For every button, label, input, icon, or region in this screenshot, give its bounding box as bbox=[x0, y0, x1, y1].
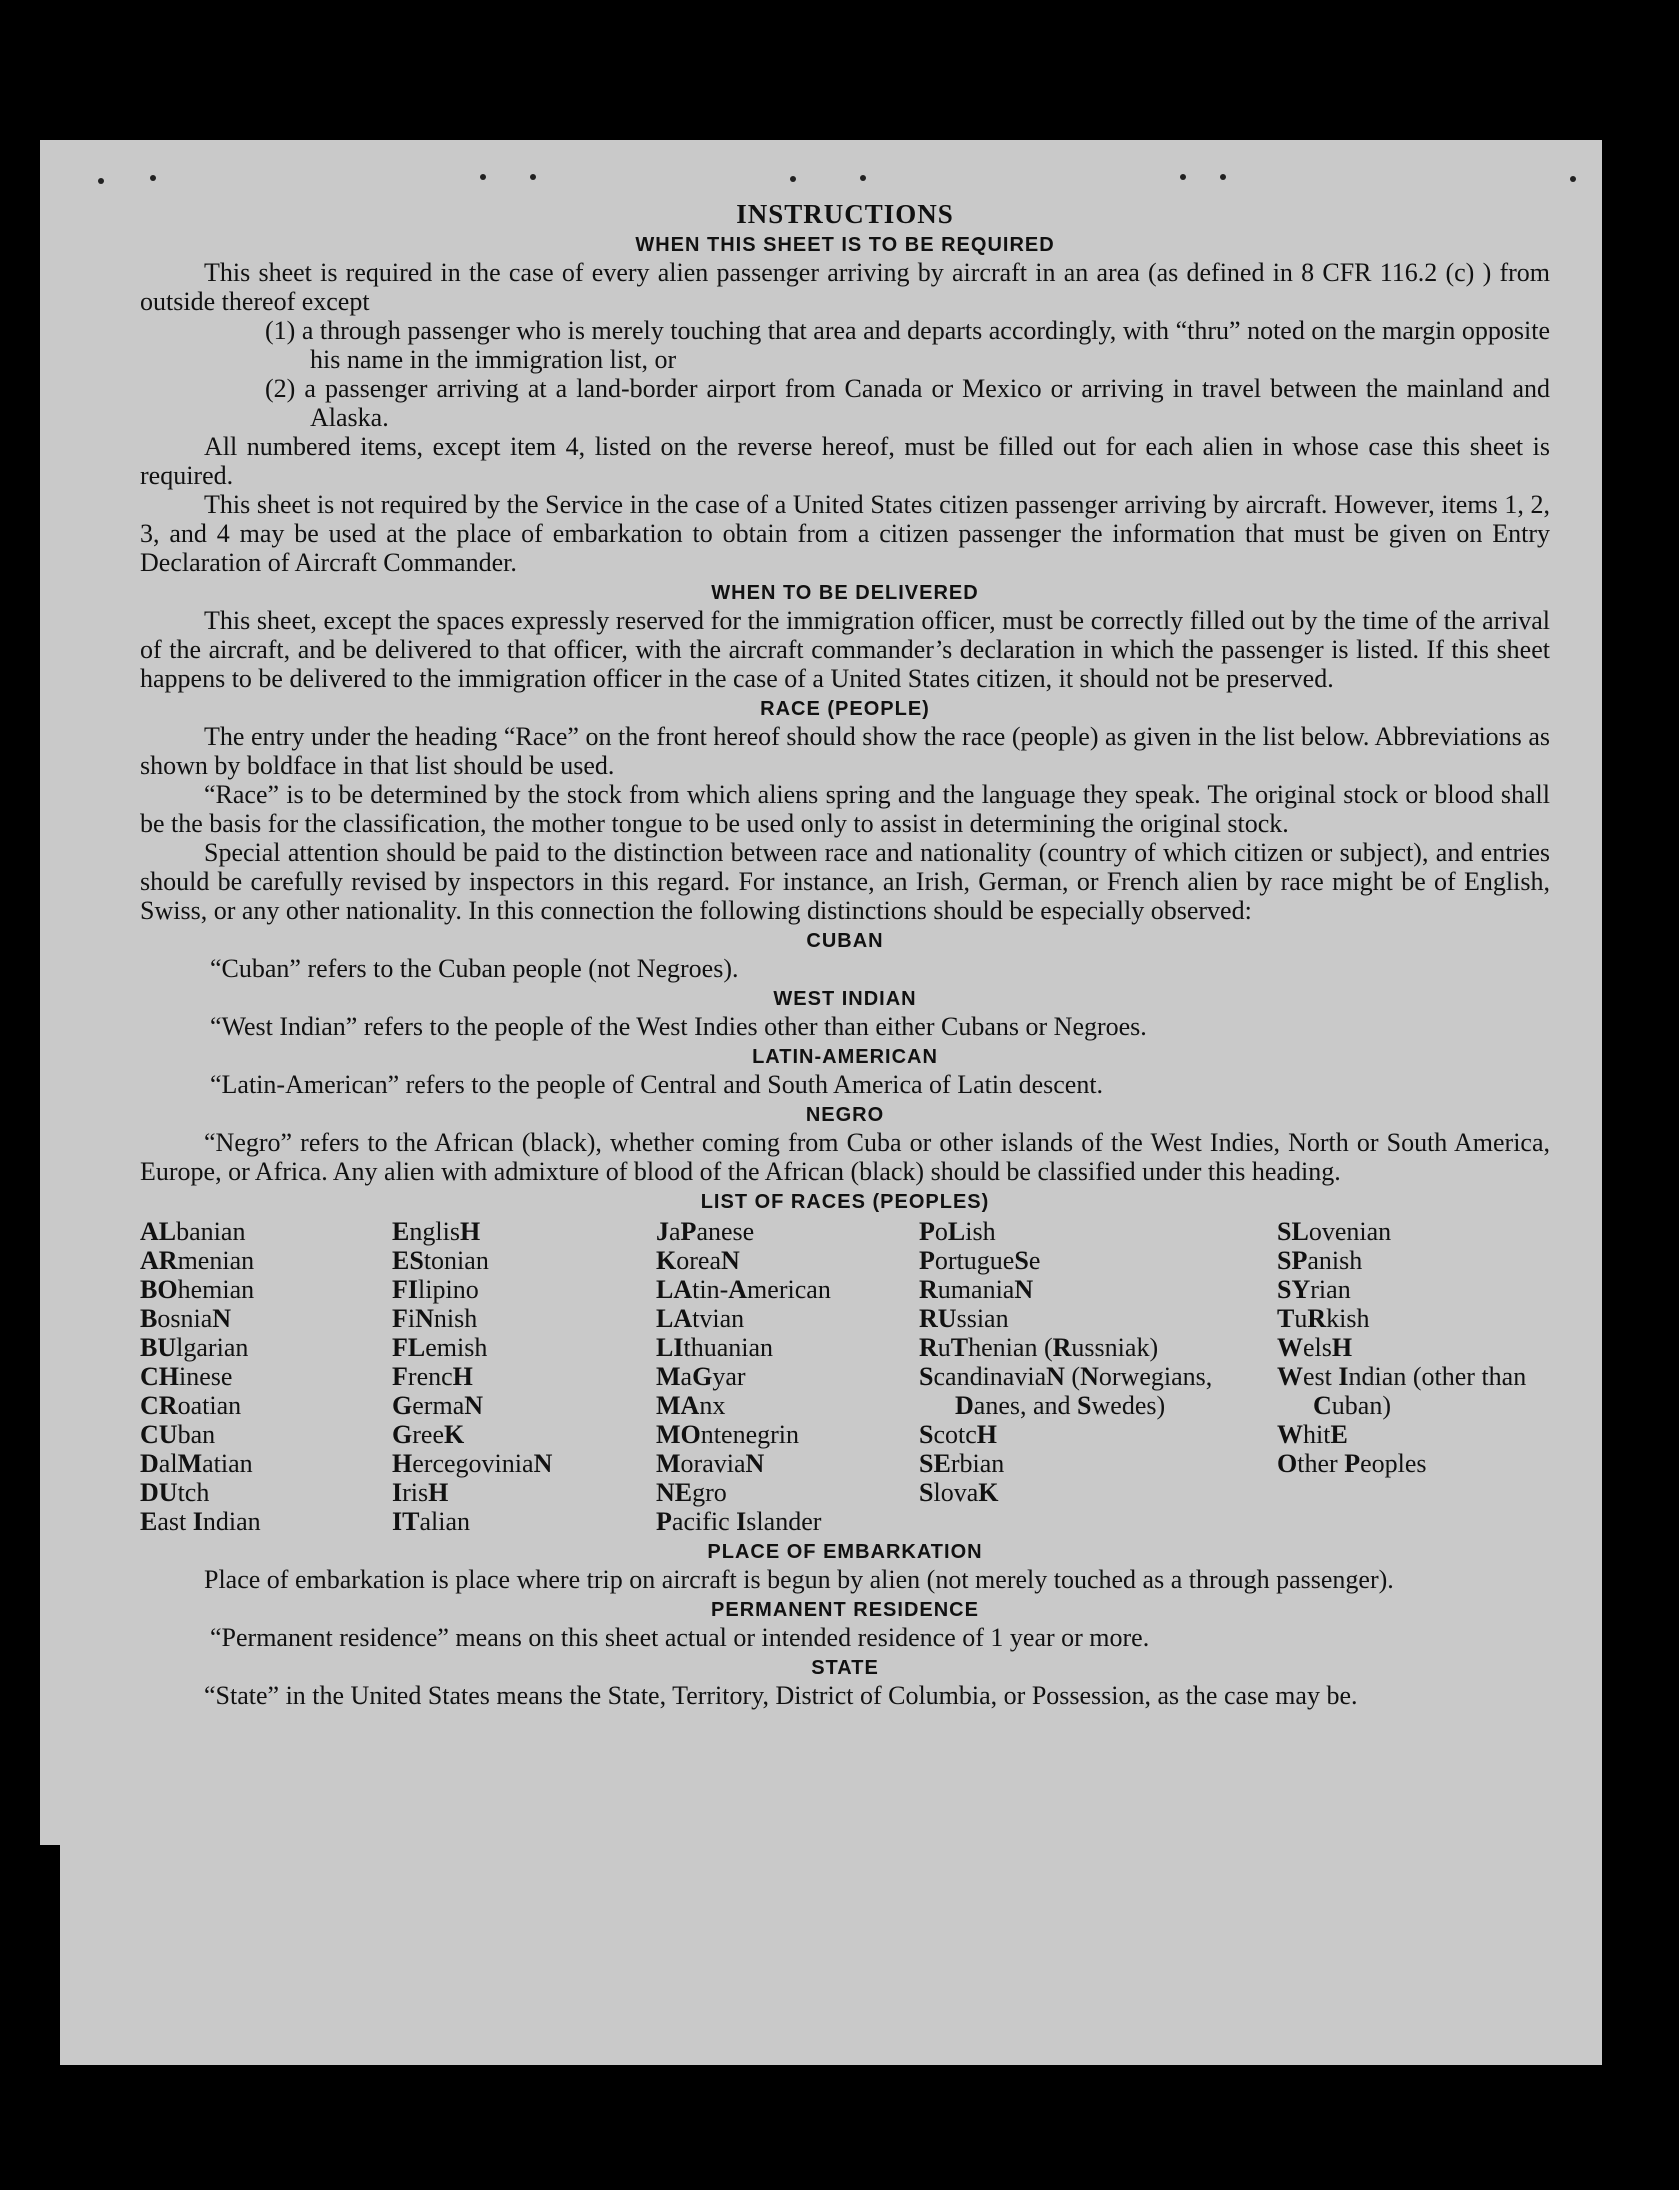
race-item: East Indian bbox=[140, 1507, 261, 1536]
definition-state: “State” in the United States means the State, Territory, District of Columbia, or Possession, as the case may be. bbox=[204, 1681, 1358, 1710]
race-item: MOntenegrin bbox=[656, 1420, 800, 1449]
races-column-3 bbox=[656, 1217, 919, 1536]
paragraph-when-required-3: This sheet is not required by the Service in the case of a United States citizen passenger arriving by aircraft. However, items 1, 2, 3, and 4 may be used at the place of embarkation to obtain from a citizen passenger the information that must be given on Entry Declaration of Aircraft Commander. bbox=[140, 490, 1550, 577]
race-item: CUban bbox=[140, 1420, 216, 1449]
race-item: KoreaN bbox=[656, 1246, 740, 1275]
definition-place-of-embarkation: Place of embarkation is place where trip on aircraft is begun by alien (not merely touched as a through passenger). bbox=[204, 1565, 1394, 1594]
definition-cuban: “Cuban” refers to the Cuban people (not Negroes). bbox=[210, 954, 739, 983]
definition-latin-american: “Latin-American” refers to the people of Central and South America of Latin descent. bbox=[210, 1070, 1104, 1099]
race-item: LAtin-American bbox=[656, 1275, 831, 1304]
race-item: SYrian bbox=[1277, 1275, 1351, 1304]
paragraph-race-3: Special attention should be paid to the distinction between race and nationality (country of which citizen or subject), and entries should be carefully revised by inspectors in this regard. For instance, an Irish, German, or French alien by race might be of English, Swiss, or any other nationality. In this connection the following distinctions should be especially observed: bbox=[140, 838, 1550, 925]
race-item: FLemish bbox=[392, 1333, 488, 1362]
race-item: West Indian (other than Cuban) bbox=[1277, 1362, 1527, 1420]
race-item: Other Peoples bbox=[1277, 1449, 1427, 1478]
race-item: BosniaN bbox=[140, 1304, 232, 1333]
race-item: HercegoviniaN bbox=[392, 1449, 553, 1478]
race-item: RUssian bbox=[919, 1304, 1009, 1333]
race-item: RumaniaN bbox=[919, 1275, 1034, 1304]
races-column-2 bbox=[392, 1217, 656, 1536]
race-item: NEgro bbox=[656, 1478, 727, 1507]
heading-race: RACE (PEOPLE) bbox=[760, 698, 930, 720]
definition-permanent-residence: “Permanent residence” means on this sheet actual or intended residence of 1 year or more. bbox=[210, 1623, 1150, 1652]
race-item: DUtch bbox=[140, 1478, 210, 1507]
race-item: WelsH bbox=[1277, 1333, 1353, 1362]
race-item: BUlgarian bbox=[140, 1333, 249, 1362]
race-item: ScandinaviaN (Norwegians, Danes, and Swedes) bbox=[919, 1362, 1213, 1420]
race-item: FrencH bbox=[392, 1362, 473, 1391]
page-title: INSTRUCTIONS bbox=[736, 199, 954, 229]
race-item: WhitE bbox=[1277, 1420, 1348, 1449]
heading-when-delivered: WHEN TO BE DELIVERED bbox=[711, 582, 979, 604]
race-item: ITalian bbox=[392, 1507, 471, 1536]
punch-dots bbox=[90, 170, 1590, 190]
race-item: DalMatian bbox=[140, 1449, 253, 1478]
race-item: ScotcH bbox=[919, 1420, 998, 1449]
heading-place-of-embarkation: PLACE OF EMBARKATION bbox=[707, 1541, 983, 1563]
race-item: CHinese bbox=[140, 1362, 233, 1391]
heading-negro: NEGRO bbox=[805, 1104, 885, 1126]
race-item: FIlipino bbox=[392, 1275, 479, 1304]
paragraph-race-2: “Race” is to be determined by the stock from which aliens spring and the language they speak. The original stock or blood shall be the basis for the classification, the mother tongue to be used only to assist in determining the original stock. bbox=[140, 780, 1550, 838]
race-item: Pacific Islander bbox=[656, 1507, 822, 1536]
races-column-5 bbox=[1277, 1217, 1550, 1536]
heading-permanent-residence: PERMANENT RESIDENCE bbox=[711, 1599, 979, 1621]
race-item: SlovaK bbox=[919, 1478, 999, 1507]
definition-negro: “Negro” refers to the African (black), whether coming from Cuba or other islands of the West Indies, North or South America, Europe, or Africa. Any alien with admixture of blood of the African (black) should be classified under this heading. bbox=[140, 1128, 1550, 1186]
race-item: MAnx bbox=[656, 1391, 726, 1420]
race-item: FiNnish bbox=[392, 1304, 478, 1333]
race-item: SLovenian bbox=[1277, 1217, 1392, 1246]
instructions-content bbox=[140, 200, 1550, 1710]
paragraph-race-1: The entry under the heading “Race” on the front hereof should show the race (people) as given in the list below. Abbreviations as shown by boldface in that list should be used. bbox=[140, 722, 1550, 780]
exception-item-2: (2) a passenger arriving at a land-border airport from Canada or Mexico or arriving in travel between the mainland and Alaska. bbox=[265, 374, 1550, 432]
race-item: GreeK bbox=[392, 1420, 465, 1449]
torn-edge bbox=[40, 1845, 60, 2065]
heading-state: STATE bbox=[811, 1657, 879, 1679]
race-item: IrisH bbox=[392, 1478, 449, 1507]
race-item: SErbian bbox=[919, 1449, 1005, 1478]
races-column-1 bbox=[140, 1217, 392, 1536]
race-item: EStonian bbox=[392, 1246, 489, 1275]
exception-item-1: (1) a through passenger who is merely touching that area and departs accordingly, with “thru” noted on the margin opposite his name in the immigration list, or bbox=[265, 316, 1550, 374]
race-item: ALbanian bbox=[140, 1217, 246, 1246]
race-item: LIthuanian bbox=[656, 1333, 774, 1362]
race-item: SPanish bbox=[1277, 1246, 1363, 1275]
race-item: JaPanese bbox=[656, 1217, 755, 1246]
race-item: CRoatian bbox=[140, 1391, 242, 1420]
heading-cuban: CUBAN bbox=[806, 930, 884, 952]
race-item: EnglisH bbox=[392, 1217, 481, 1246]
race-item: MoraviaN bbox=[656, 1449, 765, 1478]
paragraph-when-required-1: This sheet is required in the case of every alien passenger arriving by aircraft in an area (as defined in 8 CFR 116.2 (c) ) from outside thereof except bbox=[140, 258, 1550, 316]
paragraph-when-required-2: All numbered items, except item 4, listed on the reverse hereof, must be filled out for each alien in whose case this sheet is required. bbox=[140, 432, 1550, 490]
race-item: PoLish bbox=[919, 1217, 996, 1246]
race-item: MaGyar bbox=[656, 1362, 746, 1391]
race-item: TuRkish bbox=[1277, 1304, 1370, 1333]
races-list bbox=[140, 1217, 1550, 1536]
race-item: LAtvian bbox=[656, 1304, 745, 1333]
race-item: GermaN bbox=[392, 1391, 484, 1420]
paragraph-when-delivered: This sheet, except the spaces expressly reserved for the immigration officer, must be correctly filled out by the time of the arrival of the aircraft, and be delivered to that officer, with the aircraft commander’s declaration in which the passenger is listed. If this sheet happens to be delivered to the immigration officer in the case of a United States citizen, it should not be preserved. bbox=[140, 606, 1550, 693]
heading-list-of-races: LIST OF RACES (PEOPLES) bbox=[700, 1191, 990, 1213]
race-item: BOhemian bbox=[140, 1275, 255, 1304]
heading-latin-american: LATIN-AMERICAN bbox=[752, 1046, 938, 1068]
heading-when-required: WHEN THIS SHEET IS TO BE REQUIRED bbox=[635, 234, 1055, 256]
race-item: RuThenian (Russniak) bbox=[919, 1333, 1159, 1362]
definition-west-indian: “West Indian” refers to the people of the West Indies other than either Cubans or Negroes. bbox=[210, 1012, 1147, 1041]
race-item: ARmenian bbox=[140, 1246, 255, 1275]
heading-west-indian: WEST INDIAN bbox=[773, 988, 917, 1010]
races-column-4 bbox=[919, 1217, 1277, 1536]
race-item: PortugueSe bbox=[919, 1246, 1041, 1275]
